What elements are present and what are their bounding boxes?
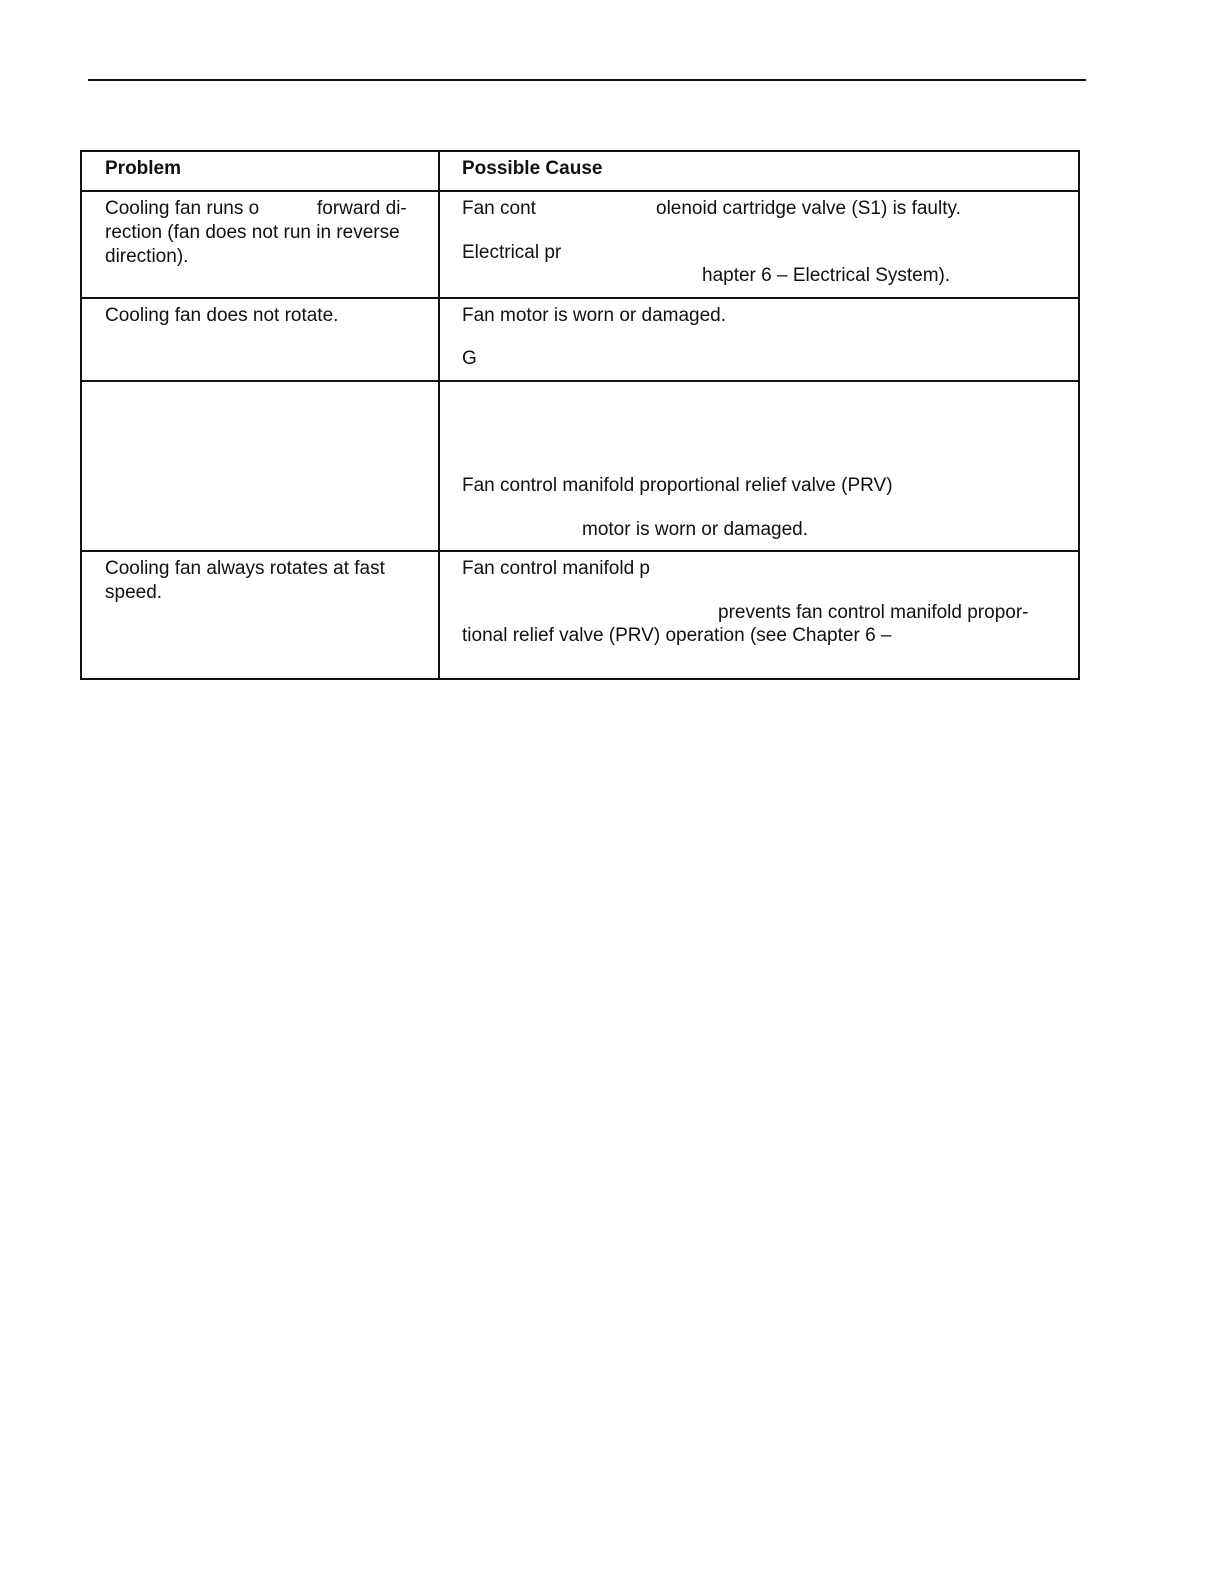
cause-text: Fan cont <box>462 198 536 219</box>
cause-text: tional relief valve (PRV) operation (see Chapter 6 – <box>462 625 892 646</box>
problem-text: Cooling fan always rotates at fast <box>105 558 385 579</box>
cause-text: G <box>462 348 477 369</box>
cause-text: motor is worn or damaged. <box>582 519 808 540</box>
troubleshooting-table <box>80 150 1080 680</box>
header-rule <box>88 79 1086 81</box>
column-divider <box>438 152 440 678</box>
cause-text: Fan motor is worn or damaged. <box>462 305 727 326</box>
row-divider <box>82 380 1078 382</box>
cause-text: hapter 6 – Electrical System). <box>702 265 951 286</box>
problem-column-header: Problem <box>105 158 182 179</box>
problem-text: rection (fan does not run in reverse <box>105 222 400 243</box>
problem-text: direction). <box>105 246 189 267</box>
problem-text: Cooling fan runs o <box>105 198 260 219</box>
problem-text: speed. <box>105 582 163 603</box>
cause-text: prevents fan control manifold propor- <box>718 602 1029 623</box>
problem-text: forward di- <box>317 198 407 219</box>
cause-text: Fan control manifold proportional relief valve (PRV) <box>462 475 893 496</box>
row-divider <box>82 297 1078 299</box>
header-divider <box>82 190 1078 192</box>
problem-text: Cooling fan does not rotate. <box>105 305 339 326</box>
cause-text: Fan control manifold p <box>462 558 650 579</box>
cause-text: Electrical pr <box>462 242 562 263</box>
cause-text: olenoid cartridge valve (S1) is faulty. <box>656 198 961 219</box>
cause-column-header: Possible Cause <box>462 158 603 179</box>
row-divider <box>82 550 1078 552</box>
